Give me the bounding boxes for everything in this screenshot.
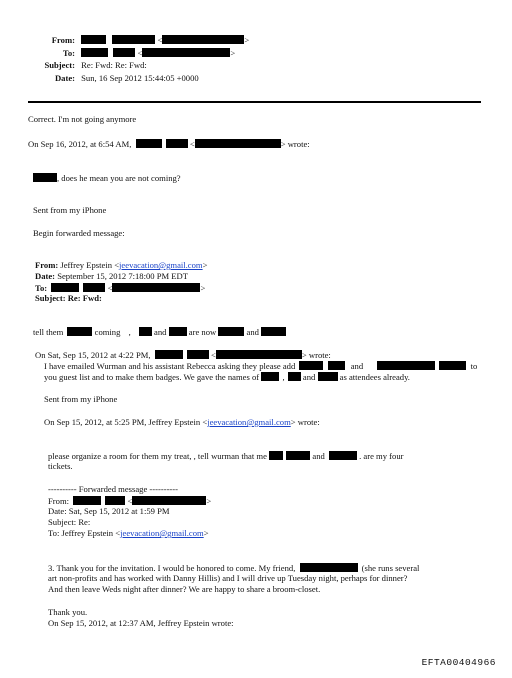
f2-email-link[interactable]: jeevacation@gmail.com <box>120 528 204 538</box>
sent-from-1: Sent from my iPhone <box>33 205 107 215</box>
redaction <box>142 48 230 57</box>
redaction <box>187 350 209 359</box>
redaction <box>113 48 135 57</box>
organize-line-2: tickets. <box>48 461 73 471</box>
redaction <box>33 173 57 182</box>
redaction <box>216 350 302 359</box>
quote-intro-1: On Sep 16, 2012, at 6:54 AM, < > wrote: <box>28 139 310 149</box>
header-from-row: From: < > <box>28 35 249 45</box>
header-subject-row <box>28 61 147 70</box>
organize-line-1: please organize a room for them my treat, , tell wurman that me and . are my four <box>48 451 404 461</box>
f2-to-row: To: Jeffrey Epstein <jeevacation@gmail.com> <box>48 528 209 538</box>
quote-intro-2: On Sat, Sep 15, 2012 at 4:22 PM, < > wrote: <box>35 350 331 360</box>
redaction <box>162 35 244 44</box>
header-to-row: To: < > <box>28 48 235 58</box>
redaction <box>81 48 108 57</box>
quote-intro-3: On Sep 15, 2012, at 5:25 PM, Jeffrey Epstein <jeevacation@gmail.com> wrote: <box>44 417 320 427</box>
f2-from-row: From: < > <box>48 496 212 506</box>
redaction <box>81 35 106 44</box>
quote-intro-4: On Sep 15, 2012, at 12:37 AM, Jeffrey Epstein wrote: <box>48 618 234 628</box>
question-line: , does he mean you are not coming? <box>33 173 181 183</box>
wurman-line-1: I have emailed Wurman and his assistant Rebecca asking they please add and to <box>44 361 478 371</box>
tell-them-line: tell them coming , and are now and <box>33 327 286 337</box>
redaction <box>329 451 357 460</box>
redaction <box>261 327 286 336</box>
thank-line-1: 3. Thank you for the invitation. I would be honored to come. My friend, (she runs several <box>48 563 420 573</box>
header-divider <box>28 101 481 103</box>
redaction <box>218 327 244 336</box>
redaction <box>318 372 338 381</box>
subject-value: Re: Fwd: Re: Fwd: <box>81 60 147 70</box>
to-label: To: <box>62 48 75 58</box>
fwd-from-row: From: Jeffrey Epstein <jeevacation@gmail.com> <box>35 260 208 270</box>
redaction <box>166 139 188 148</box>
forwarded-separator: ---------- Forwarded message ---------- <box>48 484 179 494</box>
redaction <box>377 361 435 370</box>
redaction <box>136 139 162 148</box>
redaction <box>132 496 206 505</box>
redaction <box>155 350 183 359</box>
f2-date-row: Date: Sat, Sep 15, 2012 at 1:59 PM <box>48 506 170 516</box>
bates-number: EFTA00404966 <box>421 657 496 668</box>
f2-subject-row: Subject: Re: <box>48 517 91 527</box>
redaction <box>51 283 79 292</box>
fwd-email-link[interactable]: jeevacation@gmail.com <box>119 260 203 270</box>
redaction <box>195 139 281 148</box>
redaction <box>169 327 187 336</box>
from-label: From: <box>51 35 75 45</box>
reply-text: Correct. I'm not going anymore <box>28 114 137 124</box>
fwd-to-row: To: < > <box>35 283 206 293</box>
redaction <box>288 372 301 381</box>
redaction <box>261 372 279 381</box>
redaction <box>112 35 155 44</box>
subject-label: Subject: <box>44 60 75 70</box>
fwd-subject-row: Subject: Re: Fwd: <box>35 293 102 303</box>
redaction <box>439 361 466 370</box>
redaction <box>299 361 323 370</box>
redaction <box>112 283 200 292</box>
fwd-date-row: Date: September 15, 2012 7:18:00 PM EDT <box>35 271 189 281</box>
redaction <box>286 451 310 460</box>
redaction <box>269 451 283 460</box>
thank-line-2: art non-profits and has worked with Danny Hillis) and I will drive up Tuesday night, perhaps for dinner? <box>48 573 408 583</box>
sent-from-2: Sent from my iPhone <box>44 394 118 404</box>
date-value: Sun, 16 Sep 2012 15:44:05 +0000 <box>81 73 199 83</box>
redaction <box>328 361 345 370</box>
redaction <box>139 327 152 336</box>
redaction <box>67 327 92 336</box>
thank-you: Thank you. <box>48 607 88 617</box>
wurman-line-2: you guest list and to make them badges. We gave the names of , and as attendees already. <box>44 372 410 382</box>
header-date-row <box>28 74 199 83</box>
redaction <box>73 496 101 505</box>
redaction <box>300 563 358 572</box>
begin-forwarded: Begin forwarded message: <box>33 228 125 238</box>
redaction <box>83 283 105 292</box>
redaction <box>105 496 125 505</box>
quote3-email-link[interactable]: jeevacation@gmail.com <box>207 417 291 427</box>
thank-line-3: And then leave Weds night after dinner? We are happy to share a broom-closet. <box>48 584 321 594</box>
date-label: Date: <box>54 73 75 83</box>
